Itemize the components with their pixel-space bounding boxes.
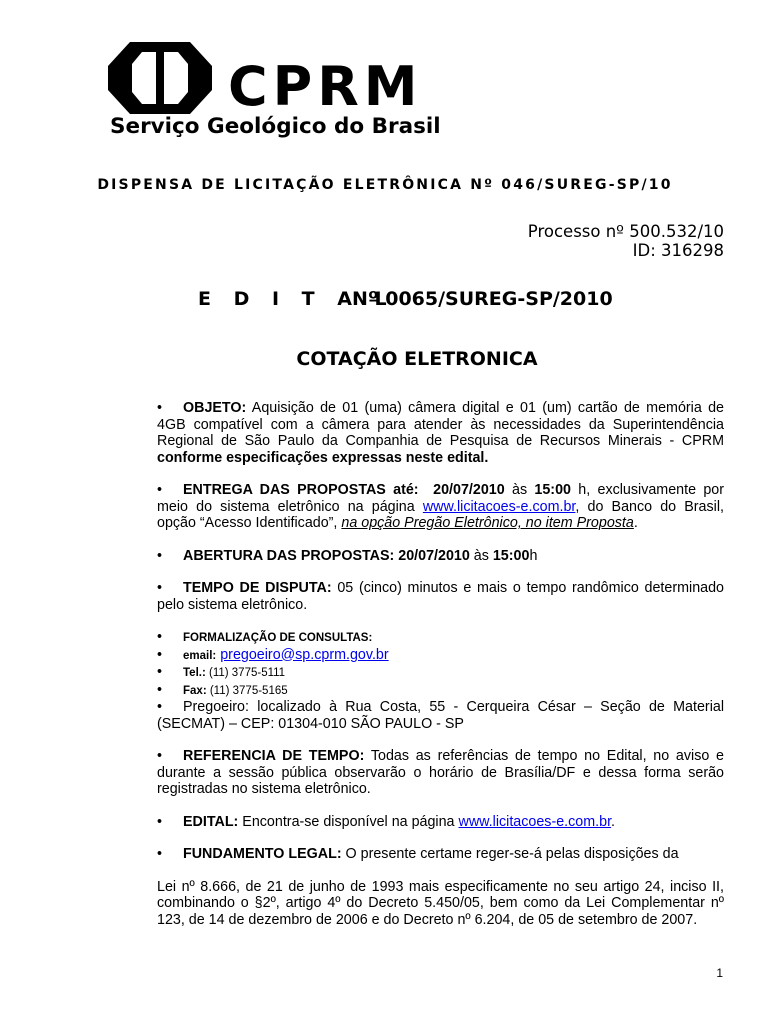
processo-id: ID: 316298 (632, 241, 724, 260)
tel-value: (11) 3775-5111 (205, 667, 286, 679)
bullet-icon: • (157, 664, 163, 680)
entrega-time: 15:00 (534, 482, 571, 498)
edital-item-end: . (611, 813, 616, 830)
bullet-icon: • (157, 400, 163, 416)
referencia-text: Todas as referências de tempo no Edital, no aviso e durante a sessão pública observarão o horário de Brasília/DF e dessa forma serão registradas no sistema eletrônico. (157, 748, 724, 797)
email-label: email: (183, 649, 217, 662)
edital-link[interactable]: www.licitacoes-e.com.br (458, 813, 612, 830)
referencia-label: REFERENCIA DE TEMPO: (183, 748, 365, 764)
fax-value: (11) 3775-5165 (206, 684, 288, 697)
fundamento-paragraph (157, 846, 724, 863)
cotacao-title: COTAÇÃO ELETRONICA (296, 348, 538, 370)
entrega-italic: na opção Pregão Eletrônico, no item Proposta (341, 515, 634, 531)
fax-label: Fax: (183, 684, 207, 697)
email-line (157, 647, 724, 665)
pregoeiro-text: Pregoeiro: localizado à Rua Costa, 55 - Cerqueira César – Seção de Material (SECMAT) – CEP: 01304-010 SÃO PAULO - SP (157, 699, 724, 732)
entrega-date: 20/07/2010 (433, 482, 505, 498)
processo-number: Processo nº 500.532/10 (527, 222, 724, 241)
cprm-logo (108, 42, 508, 146)
entrega-end: . (633, 515, 638, 531)
consultas-label: FORMALIZAÇÃO DE CONSULTAS: (183, 632, 373, 644)
edital-title (198, 288, 613, 310)
tel-line (157, 664, 724, 682)
page-number: 1 (716, 966, 723, 980)
fundamento-label: FUNDAMENTO LEGAL: (183, 846, 342, 862)
bullet-icon: • (157, 646, 163, 663)
fundamento-text: O presente certame reger-se-á pelas disposições da (341, 846, 679, 862)
fundamento-continuation: Lei nº 8.666, de 21 de junho de 1993 mais especificamente no seu artigo 24, inciso II, combinando o §2º, artigo 4º do Decreto 5.450/05, bem como da Lei Complementar nº 123, de 14 de dezembro de 2006 e do Decreto nº 6.204, de 05 de setembro de 2007. (157, 878, 724, 928)
bullet-icon: • (157, 681, 163, 698)
abertura-paragraph (157, 548, 724, 565)
processo-block (528, 222, 724, 260)
referencia-paragraph (157, 748, 724, 798)
bullet-icon: • (157, 629, 163, 645)
bullet-icon: • (157, 813, 163, 830)
tel-label: Tel.: (183, 667, 206, 679)
abertura-h: h (529, 547, 538, 564)
objeto-paragraph (157, 400, 724, 466)
consultas-heading (157, 629, 724, 647)
email-link[interactable]: pregoeiro@sp.cprm.gov.br (220, 646, 389, 663)
edital-number: Nº 0065/SUREG-SP/2010 (352, 288, 613, 310)
pregoeiro-line (157, 699, 724, 732)
objeto-text: Aquisição de 01 (uma) câmera digital e 01 (um) cartão de memória de 4GB compatível com a câmera para atender às necessidades da Superintendência Regional de São Paulo da Companhia de Pesquisa de Recursos Minerais - CPRM (157, 400, 724, 449)
objeto-bold-tail: conforme especificações expressas neste edital. (157, 449, 489, 466)
logo-acronym: CPRM (228, 55, 423, 118)
licitacoes-link[interactable]: www.licitacoes-e.com.br (422, 498, 576, 515)
entrega-label: ENTREGA DAS PROPOSTAS até: (183, 482, 419, 498)
entrega-paragraph (157, 482, 724, 532)
entrega-as: às (504, 482, 535, 498)
cprm-emblem-icon (108, 42, 212, 114)
logo-subtitle: Serviço Geológico do Brasil (110, 114, 441, 139)
tempo-paragraph (157, 580, 724, 613)
abertura-time: 15:00 (492, 547, 530, 564)
bullet-icon: • (157, 547, 163, 564)
bullet-icon: • (157, 748, 163, 764)
entrega-text2: , do Banco do Brasil, opção “Acesso Identificado”, (157, 498, 724, 531)
edital-item-text: Encontra-se disponível na página (238, 813, 459, 830)
bullet-icon: • (157, 482, 163, 498)
document-body (157, 400, 724, 928)
entrega-text1: h, exclusivamente por meio do sistema eletrônico na página (157, 482, 724, 515)
edital-word: E D I T A L (198, 288, 395, 310)
bullet-icon: • (157, 846, 163, 862)
objeto-label: OBJETO: (183, 400, 247, 416)
tempo-label: TEMPO DE DISPUTA: (183, 580, 332, 596)
dispensa-heading: DISPENSA DE LICITAÇÃO ELETRÔNICA Nº 046/SUREG-SP/10 (97, 177, 673, 193)
bullet-icon: • (157, 580, 163, 596)
edital-item-label: EDITAL: (183, 813, 239, 830)
abertura-as: às (469, 547, 493, 564)
tempo-text: 05 (cinco) minutos e mais o tempo randômico determinado pelo sistema eletrônico. (157, 580, 724, 613)
fax-line (157, 682, 724, 700)
bullet-icon: • (157, 699, 163, 715)
edital-paragraph (157, 814, 724, 831)
abertura-label: ABERTURA DAS PROPOSTAS: 20/07/2010 (183, 547, 470, 564)
